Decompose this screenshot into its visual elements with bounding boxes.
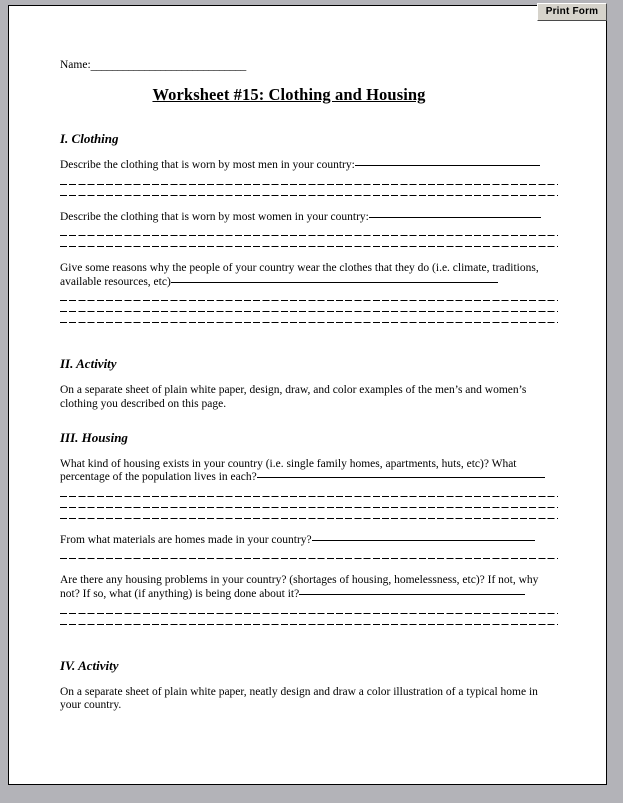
answer-blank-line[interactable] xyxy=(60,606,560,617)
answer-blank-lines xyxy=(60,177,560,199)
answer-blank-line[interactable] xyxy=(60,489,560,500)
section-spacer xyxy=(60,412,560,430)
question-text: From what materials are homes made in your country? xyxy=(60,533,312,546)
section-heading: III. Housing xyxy=(60,429,128,445)
answer-blank-inline[interactable] xyxy=(257,476,545,478)
answer-blank-lines xyxy=(60,551,560,562)
section-spacer xyxy=(60,640,560,658)
answer-blank-inline[interactable] xyxy=(299,593,525,595)
name-blank-rule[interactable]: _____________________________ xyxy=(90,60,246,72)
answer-blank-inline[interactable] xyxy=(171,281,498,283)
question-block xyxy=(60,458,560,522)
answer-blank-line[interactable] xyxy=(60,315,560,326)
question-text-row xyxy=(60,574,560,601)
question-text: Describe the clothing that is worn by most women in your country: xyxy=(60,210,369,223)
name-field-row xyxy=(60,58,560,72)
question-text-row xyxy=(60,262,560,289)
question-text: Give some reasons why the people of your country wear the clothes that they do (i.e. climate, traditions, available resources, etc) xyxy=(60,262,539,288)
question-block xyxy=(60,262,560,326)
sections-container xyxy=(60,131,560,713)
section-heading: IV. Activity xyxy=(60,657,119,673)
answer-blank-inline[interactable] xyxy=(355,164,540,166)
section-spacer xyxy=(60,338,560,356)
question-text-row xyxy=(60,458,560,485)
question-block xyxy=(60,211,560,251)
section-heading: I. Clothing xyxy=(60,131,119,146)
question-text: Are there any housing problems in your country? (shortages of housing, homelessness, etc)? If not, why not? If so, what (if anything) is being done about it? xyxy=(60,574,539,600)
question-block xyxy=(60,574,560,627)
section-heading: II. Activity xyxy=(60,356,117,372)
question-block xyxy=(60,159,560,199)
section-body-text: On a separate sheet of plain white paper, design, draw, and color examples of the men’s and women’s clothing you described on this page. xyxy=(60,384,527,410)
answer-blank-line[interactable] xyxy=(60,617,560,628)
question-text-row xyxy=(60,159,560,173)
answer-blank-line[interactable] xyxy=(60,293,560,304)
answer-blank-line[interactable] xyxy=(60,500,560,511)
question-block xyxy=(60,534,560,563)
answer-blank-inline[interactable] xyxy=(369,216,541,218)
worksheet-content xyxy=(60,58,560,713)
answer-blank-line[interactable] xyxy=(60,511,560,522)
answer-blank-lines xyxy=(60,606,560,628)
question-text: What kind of housing exists in your country (i.e. single family homes, apartments, huts, etc)? What percentage of the population lives in each? xyxy=(60,457,517,484)
answer-blank-line[interactable] xyxy=(60,304,560,315)
answer-blank-line[interactable] xyxy=(60,177,560,188)
question-text-row xyxy=(60,211,560,225)
page-title: Worksheet #15: Clothing and Housing xyxy=(152,85,426,104)
section-body-text: On a separate sheet of plain white paper, neatly design and draw a color illustration of a typical home in your country. xyxy=(60,685,538,712)
answer-blank-lines xyxy=(60,293,560,326)
question-text: Describe the clothing that is worn by most men in your country: xyxy=(60,159,355,171)
print-form-button[interactable]: Print Form xyxy=(537,3,607,21)
answer-blank-line[interactable] xyxy=(60,239,560,250)
answer-blank-line[interactable] xyxy=(60,228,560,239)
answer-blank-inline[interactable] xyxy=(312,539,535,541)
answer-blank-lines xyxy=(60,228,560,250)
answer-blank-line[interactable] xyxy=(60,551,560,562)
worksheet-page xyxy=(8,5,607,785)
answer-blank-lines xyxy=(60,489,560,522)
answer-blank-line[interactable] xyxy=(60,188,560,199)
question-text-row xyxy=(60,534,560,548)
name-label: Name: xyxy=(60,59,91,71)
